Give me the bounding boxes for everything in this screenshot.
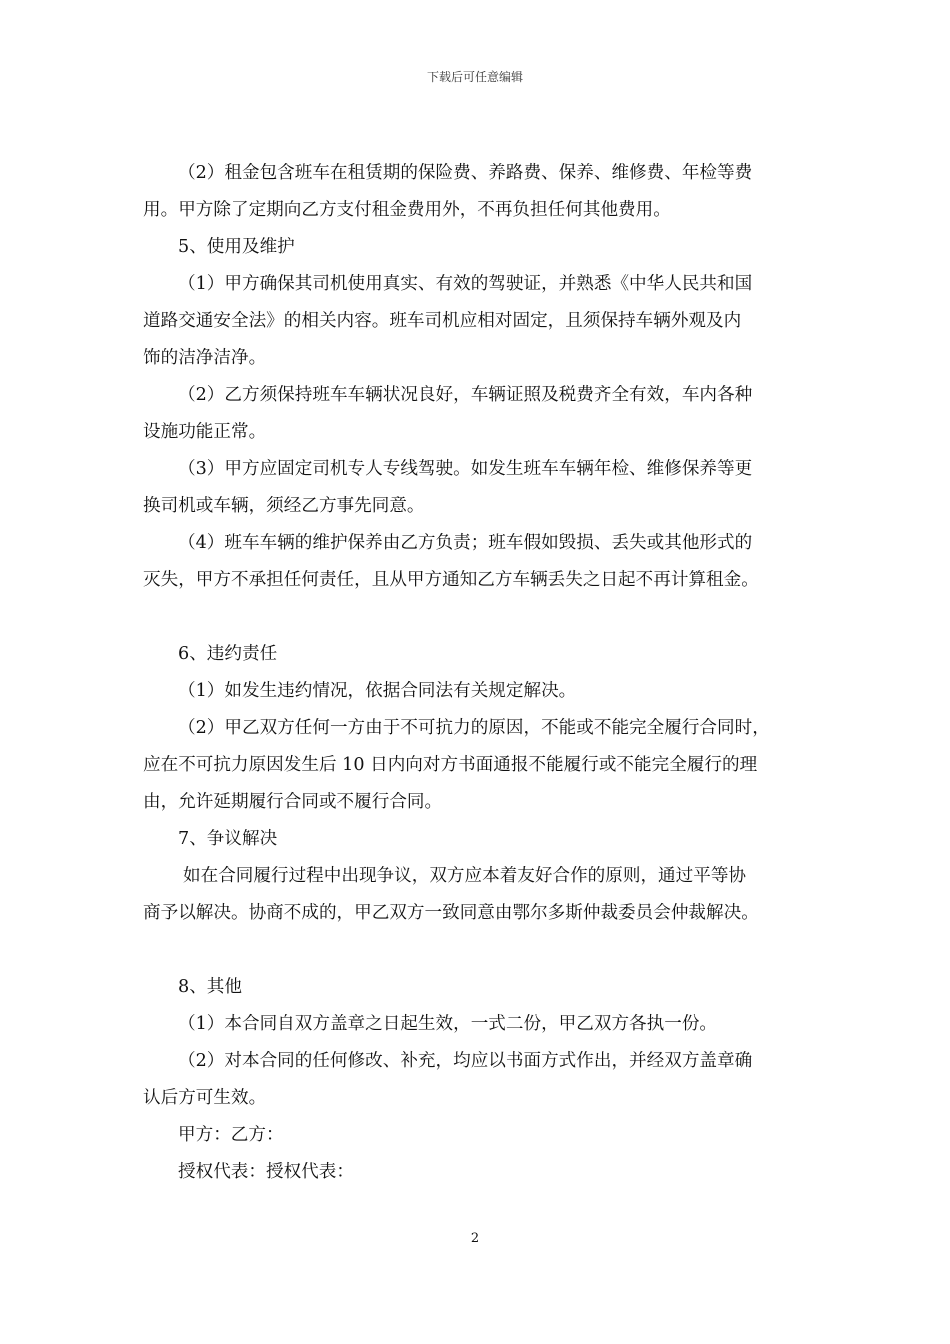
paragraph-line: 灭失，甲方不承担任何责任，且从甲方通知乙方车辆丢失之日起不再计算租金。 [143, 570, 759, 590]
paragraph-line: 道路交通安全法》的相关内容。班车司机应相对固定，且须保持车辆外观及内 [143, 311, 742, 331]
paragraph-line: 商予以解决。协商不成的，甲乙双方一致同意由鄂尔多斯仲裁委员会仲裁解决。 [143, 903, 759, 923]
document-body [143, 155, 823, 1191]
paragraph-line: （1）如发生违约情况，依据合同法有关规定解决。 [178, 681, 577, 701]
paragraph-line: （2）租金包含班车在租赁期的保险费、养路费、保养、维修费、年检等费 [178, 163, 753, 183]
paragraph-line: （3）甲方应固定司机专人专线驾驶。如发生班车车辆年检、维修保养等更 [178, 459, 753, 479]
blank-line [143, 599, 823, 636]
paragraph-line: （4）班车车辆的维护保养由乙方负责；班车假如毁损、丢失或其他形式的 [178, 533, 753, 553]
paragraph-line: 由，允许延期履行合同或不履行合同。 [143, 792, 443, 812]
paragraph-line: （1）本合同自双方盖章之日起生效，一式二份，甲乙双方各执一份。 [178, 1014, 718, 1034]
section-heading: 7、争议解决 [178, 829, 278, 849]
signature-representative-line: 授权代表：授权代表： [178, 1162, 354, 1182]
paragraph-line: 饰的洁净洁净。 [143, 348, 267, 368]
paragraph-line: （2）甲乙双方任何一方由于不可抗力的原因，不能或不能完全履行合同时， [178, 718, 770, 738]
paragraph-line: 认后方可生效。 [143, 1088, 267, 1108]
section-heading: 6、违约责任 [178, 644, 278, 664]
paragraph-line: 用。甲方除了定期向乙方支付租金费用外，不再负担任何其他费用。 [143, 200, 671, 220]
paragraph-line: 换司机或车辆，须经乙方事先同意。 [143, 496, 425, 516]
paragraph-line: （1）甲方确保其司机使用真实、有效的驾驶证，并熟悉《中华人民共和国 [178, 274, 753, 294]
signature-party-line: 甲方：乙方： [178, 1125, 284, 1145]
section-heading: 8、其他 [178, 977, 242, 997]
blank-line [143, 932, 823, 969]
page-number: 2 [470, 1231, 480, 1246]
paragraph-line: （2）对本合同的任何修改、补充，均应以书面方式作出，并经双方盖章确 [178, 1051, 753, 1071]
paragraph-line: （2）乙方须保持班车车辆状况良好，车辆证照及税费齐全有效，车内各种 [178, 385, 753, 405]
page-header: 下载后可任意编辑 [426, 70, 523, 84]
section-heading: 5、使用及维护 [178, 237, 295, 257]
paragraph-line: 如在合同履行过程中出现争议，双方应本着友好合作的原则，通过平等协 [183, 866, 747, 886]
paragraph-line: 设施功能正常。 [143, 422, 267, 442]
paragraph-line: 应在不可抗力原因发生后 10 日内向对方书面通报不能履行或不能完全履行的理 [143, 755, 758, 775]
